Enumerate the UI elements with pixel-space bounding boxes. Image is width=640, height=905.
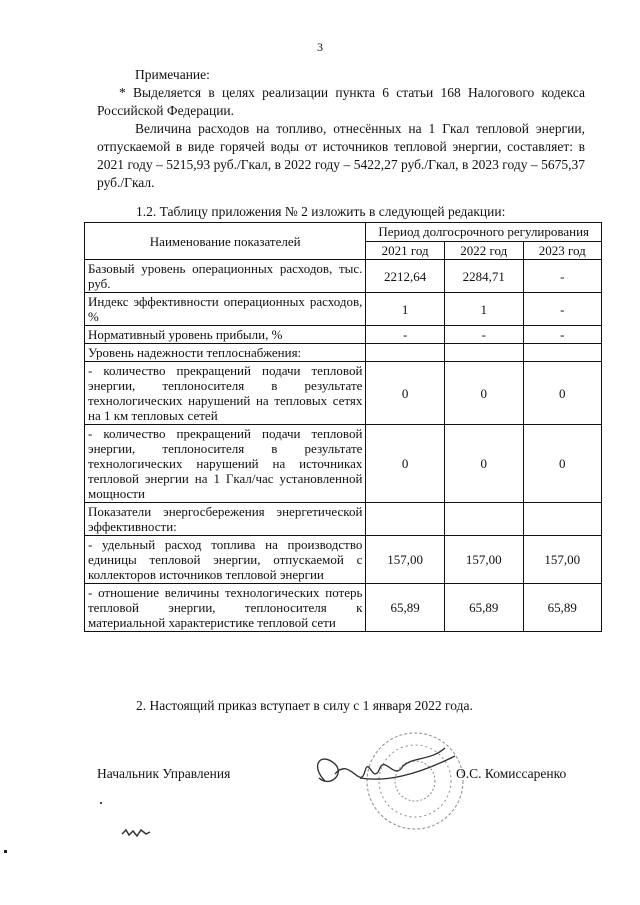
scan-speck — [100, 802, 102, 804]
year-header-2021: 2021 год — [366, 241, 445, 260]
row-name: Нормативный уровень прибыли, % — [85, 326, 366, 344]
col-name-header: Наименование показателей — [85, 223, 366, 260]
row-name: - количество прекращений подачи тепловой энергии, теплоносителя в результате технологических нарушений на тепловых сетях на 1 км тепловых сетей — [85, 362, 366, 425]
row-value — [523, 503, 602, 536]
row-value: 65,89 — [366, 584, 445, 632]
row-value: 157,00 — [523, 536, 602, 584]
table-row — [85, 344, 602, 362]
row-value: 2212,64 — [366, 260, 445, 293]
row-value — [523, 344, 602, 362]
section-title: 1.2. Таблицу приложения № 2 изложить в следующей редакции: — [136, 204, 506, 219]
row-name: - удельный расход топлива на производство единицы тепловой энергии, отпускаемой с коллекторов источников тепловой энергии — [85, 536, 366, 584]
row-value: - — [523, 293, 602, 326]
row-value: 157,00 — [366, 536, 445, 584]
row-value — [366, 503, 445, 536]
row-name: Базовый уровень операционных расходов, тыс. руб. — [85, 260, 366, 293]
order-effective-text: 2. Настоящий приказ вступает в силу с 1 января 2022 года. — [136, 698, 473, 713]
table-header-row — [85, 223, 602, 242]
row-value — [366, 344, 445, 362]
row-value: 2284,71 — [444, 260, 523, 293]
signatory-name: О.С. Комиссаренко — [456, 766, 567, 781]
note-heading: Примечание: — [135, 67, 210, 82]
row-value: - — [444, 326, 523, 344]
handwritten-signature — [305, 726, 475, 846]
page-number: 3 — [317, 40, 323, 54]
table-row — [85, 503, 602, 536]
scan-speck — [4, 850, 7, 853]
row-value: 65,89 — [523, 584, 602, 632]
table-row — [85, 425, 602, 503]
note-block — [97, 66, 585, 192]
table-row — [85, 362, 602, 425]
row-value: 1 — [366, 293, 445, 326]
row-name: Индекс эффективности операционных расходов, % — [85, 293, 366, 326]
table-row — [85, 536, 602, 584]
row-value — [444, 503, 523, 536]
row-value: - — [523, 326, 602, 344]
table-row — [85, 260, 602, 293]
row-value — [444, 344, 523, 362]
row-name: - количество прекращений подачи тепловой энергии, теплоносителя в результате технологических нарушений на источниках тепловой энергии на 1 Гкал/час установленной мощности — [85, 425, 366, 503]
row-value: 65,89 — [444, 584, 523, 632]
table-row — [85, 326, 602, 344]
table-row — [85, 584, 602, 632]
row-value: - — [366, 326, 445, 344]
official-stamp — [367, 733, 463, 829]
row-value: 0 — [366, 425, 445, 503]
table-row — [85, 293, 602, 326]
row-name: Показатели энергосбережения энергетической эффективности: — [85, 503, 366, 536]
row-value: - — [523, 260, 602, 293]
scan-speck-mark — [120, 826, 152, 840]
row-value: 0 — [366, 362, 445, 425]
row-name: - отношение величины технологических потерь тепловой энергии, теплоносителя к материальной характеристике тепловой сети — [85, 584, 366, 632]
note-footnote: * Выделяется в целях реализации пункта 6 статьи 168 Налогового кодекса Российской Федерации. — [97, 85, 585, 118]
year-header-2022: 2022 год — [444, 241, 523, 260]
row-value: 0 — [444, 362, 523, 425]
row-value: 1 — [444, 293, 523, 326]
period-header: Период долгосрочного регулирования — [366, 223, 602, 242]
row-value: 0 — [523, 362, 602, 425]
year-header-2023: 2023 год — [523, 241, 602, 260]
parameters-table — [84, 222, 602, 632]
row-value: 0 — [523, 425, 602, 503]
row-value: 0 — [444, 425, 523, 503]
row-value: 157,00 — [444, 536, 523, 584]
note-fuel-costs: Величина расходов на топливо, отнесённых на 1 Гкал тепловой энергии, отпускаемой в виде горячей воды от источников тепловой энергии, составляет: в 2021 году – 5215,93 руб./Гкал, в 2022 году – 5422,27 руб./Гкал, в 2023 году – 5675,37 руб./Гкал. — [97, 121, 585, 190]
row-name: Уровень надежности теплоснабжения: — [85, 344, 366, 362]
signatory-title: Начальник Управления — [97, 766, 231, 781]
